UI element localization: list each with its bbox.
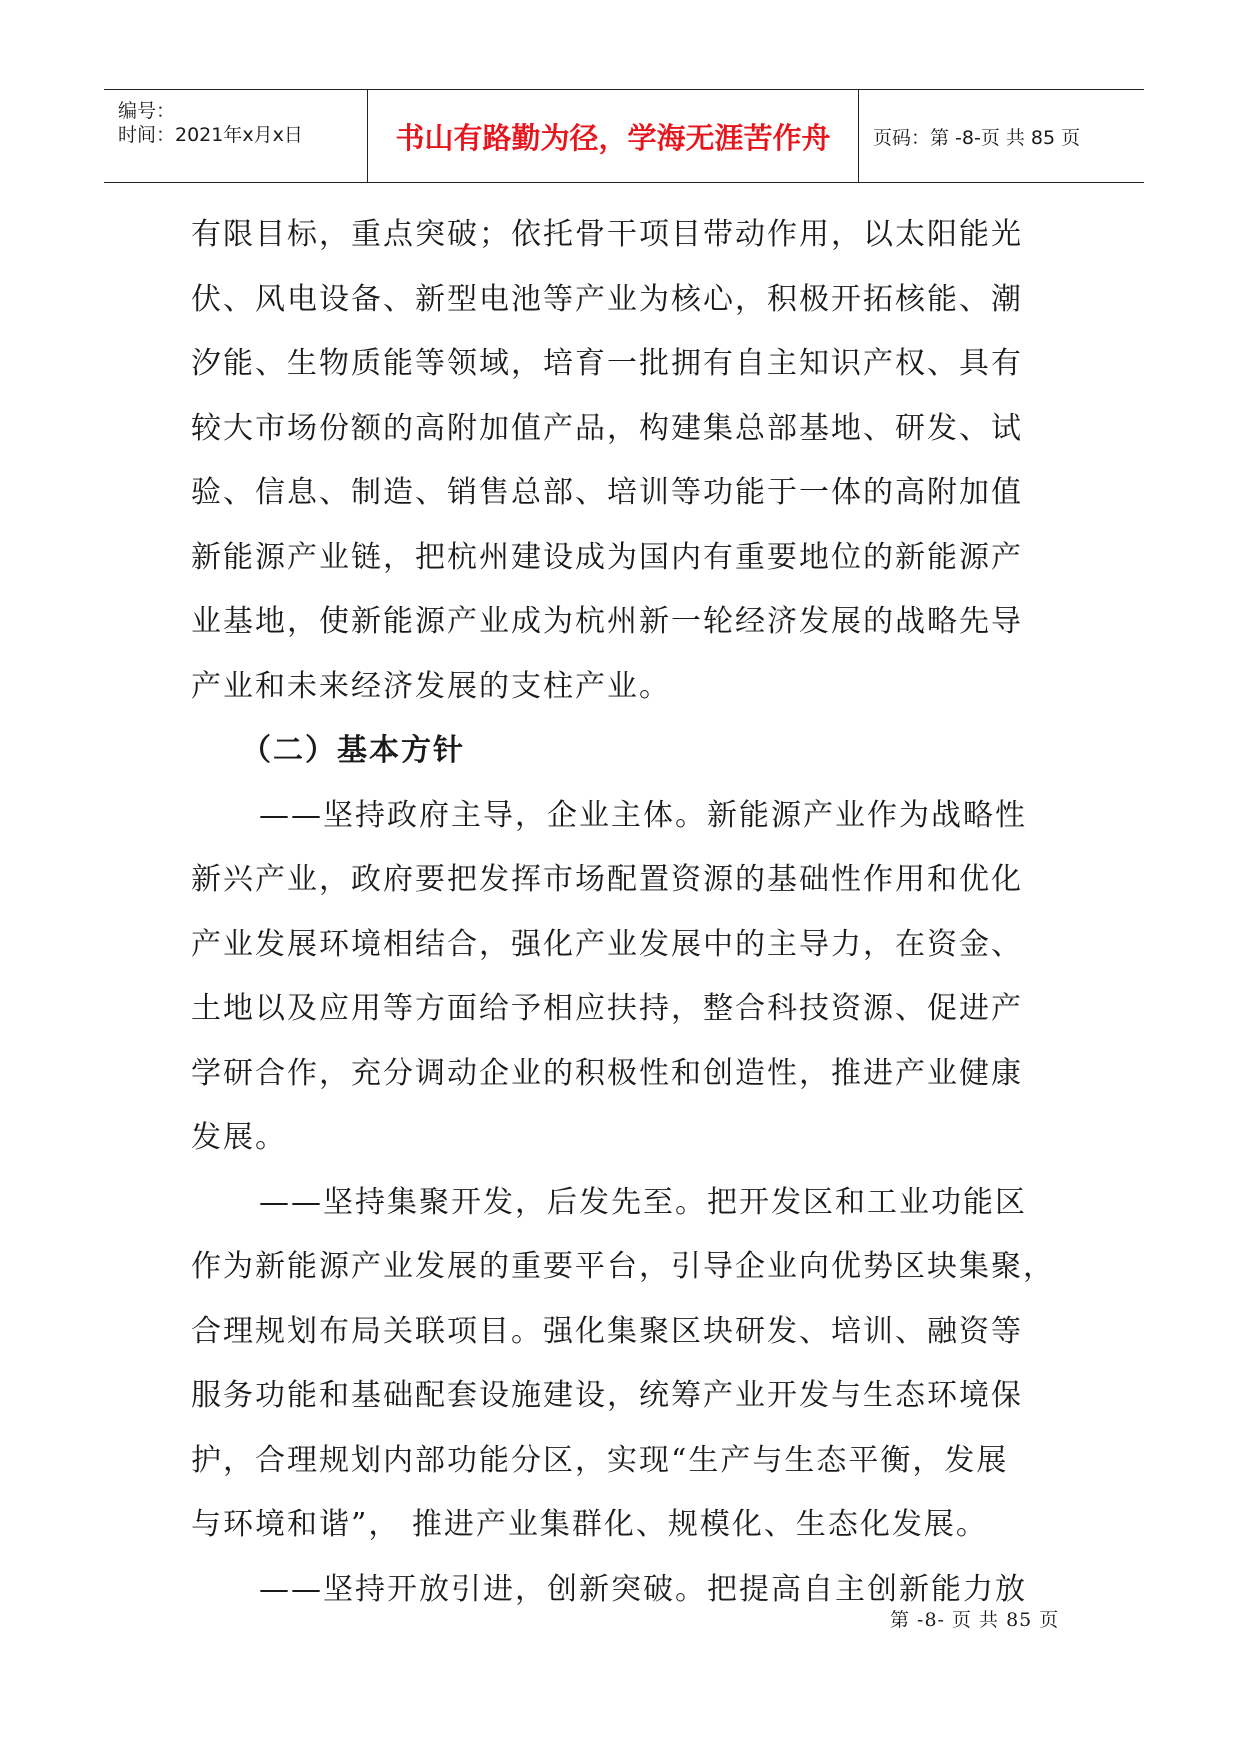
paragraph-line: 产业发展环境相结合，强化产业发展中的主导力，在资金、 — [191, 926, 1023, 962]
paragraph-line: ——坚持集聚开发，后发先至。把开发区和工业功能区 — [259, 1184, 1027, 1220]
paragraph-line: 学研合作，充分调动企业的积极性和创造性，推进产业健康 — [191, 1055, 1023, 1091]
number-label: 编号： — [118, 100, 176, 122]
paragraph-line: 有限目标，重点突破；依托骨干项目带动作用，以太阳能光 — [191, 217, 1023, 252]
paragraph-line: 验、信息、制造、销售总部、培训等功能于一体的高附加值 — [191, 475, 1023, 510]
paragraph-line: 较大市场份额的高附加值产品，构建集总部基地、研发、试 — [191, 410, 1023, 446]
header-meta — [104, 90, 368, 182]
paragraph-line: 伏、风电设备、新型电池等产业为核心，积极开拓核能、潮 — [191, 281, 1023, 317]
time-label: 时间：2021年x月x日 — [118, 124, 303, 146]
paragraph-line: 服务功能和基础配套设施建设，统筹产业开发与生态环境保 — [191, 1378, 1023, 1413]
page-header — [104, 89, 1144, 183]
paragraph-line: 与环境和谐”， 推进产业集群化、规模化、生态化发展。 — [191, 1507, 988, 1542]
paragraph-line: 新能源产业链，把杭州建设成为国内有重要地位的新能源产 — [191, 539, 1023, 575]
paragraph-line: 发展。 — [191, 1120, 287, 1155]
paragraph-line: ——坚持政府主导，企业主体。新能源产业作为战略性 — [259, 797, 1027, 833]
page-footer: 第 -8- 页 共 85 页 — [890, 1609, 1060, 1631]
paragraph-line: 产业和未来经济发展的支柱产业。 — [191, 668, 671, 704]
section-heading: （二）基本方针 — [241, 733, 465, 768]
paragraph-line: 新兴产业，政府要把发挥市场配置资源的基础性作用和优化 — [191, 862, 1023, 897]
header-page-label: 页码：第 -8-页 共 85 页 — [873, 126, 1081, 149]
paragraph-line: 土地以及应用等方面给予相应扶持，整合科技资源、促进产 — [191, 991, 1023, 1026]
paragraph-line: 汐能、生物质能等领域，培育一批拥有自主知识产权、具有 — [191, 346, 1023, 381]
paragraph-line: 合理规划布局关联项目。强化集聚区块研发、培训、融资等 — [191, 1313, 1023, 1349]
paragraph-line: ——坚持开放引进，创新突破。把提高自主创新能力放 — [259, 1571, 1027, 1607]
paragraph-line: 业基地，使新能源产业成为杭州新一轮经济发展的战略先导 — [191, 604, 1023, 639]
document-body — [191, 203, 1071, 1622]
paragraph-line: 护，合理规划内部功能分区，实现“生产与生态平衡，发展 — [191, 1442, 1009, 1478]
header-motto: 书山有路勤为径，学海无涯苦作舟 — [368, 90, 859, 182]
paragraph-line: 作为新能源产业发展的重要平台，引导企业向优势区块集聚， — [191, 1249, 1055, 1284]
